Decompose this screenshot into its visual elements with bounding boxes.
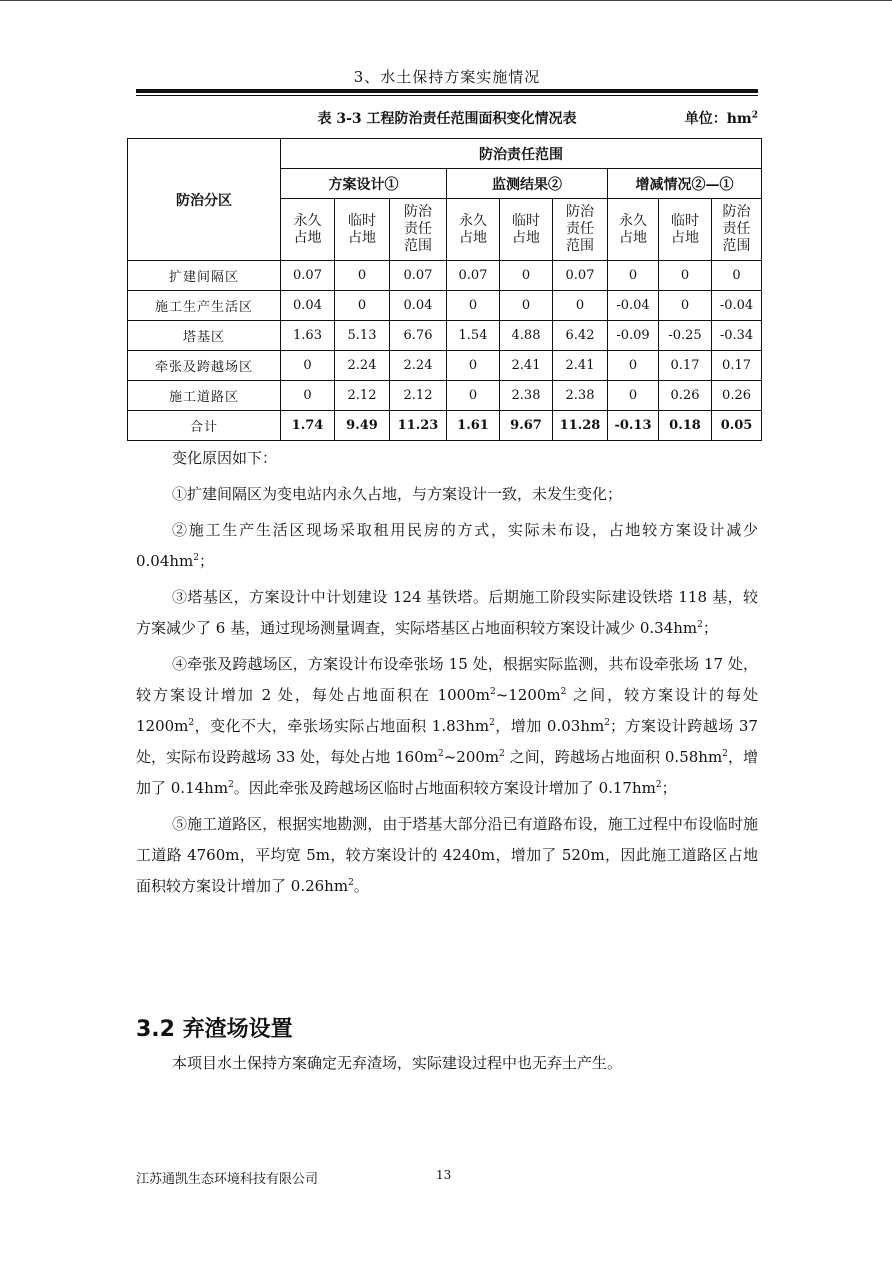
value-cell: 1.61: [447, 411, 500, 441]
section-paragraph: 本项目水土保持方案确定无弃渣场，实际建设过程中也无弃土产生。: [172, 1054, 623, 1072]
value-cell: 2.38: [553, 381, 608, 411]
region-cell: 塔基区: [128, 321, 281, 351]
value-cell: 0: [447, 381, 500, 411]
value-cell: 0: [447, 351, 500, 381]
value-cell: 2.12: [390, 381, 447, 411]
value-cell: 0: [281, 351, 335, 381]
sub-col-header: [712, 199, 762, 261]
sub-col-header-line: 责任: [722, 221, 751, 237]
table-row: [128, 291, 762, 321]
sub-col-header: [553, 199, 608, 261]
value-cell: 0: [553, 291, 608, 321]
reason-paragraph-5: ⑤施工道路区，根据实地勘测，由于塔基大部分沿已有道路布设，施工过程中布设临时施工道路 4760m，平均宽 5m，较方案设计的 4240m，增加了 520m，因此施工道路区占地面积较方案设计增加了 $0.26hm^2$。: [136, 815, 758, 895]
value-cell: 2.38: [500, 381, 553, 411]
reason-paragraph-3: ③塔基区，方案设计中计划建设 124 基铁塔。后期施工阶段实际建设铁塔 118 基，较方案减少了 6 基，通过现场测量调查，实际塔基区占地面积较方案设计减少 $0.34hm^2$；: [136, 588, 758, 637]
value-cell: 2.41: [553, 351, 608, 381]
value-cell: 1.74: [281, 411, 335, 441]
value-cell: 5.13: [335, 321, 390, 351]
sub-col-header: [500, 199, 553, 261]
reason-paragraph-1: ①扩建间隔区为变电站内永久占地，与方案设计一致，未发生变化；: [172, 485, 623, 503]
value-cell: 9.49: [335, 411, 390, 441]
table-row: [128, 321, 762, 351]
value-cell: 6.76: [390, 321, 447, 351]
value-cell: 0.18: [659, 411, 712, 441]
col-header-region: 防治分区: [128, 139, 281, 261]
region-cell: 扩建间隔区: [128, 261, 281, 291]
sub-col-header-line: 占地: [293, 229, 322, 246]
sub-col-header-line: 占地: [619, 229, 647, 246]
table-row: [128, 351, 762, 381]
value-cell: 0: [659, 261, 712, 291]
sub-col-header: [335, 199, 390, 261]
value-cell: 11.23: [390, 411, 447, 441]
value-cell: 9.67: [500, 411, 553, 441]
sub-col-header-line: 占地: [348, 229, 376, 246]
value-cell: 0.07: [553, 261, 608, 291]
value-cell: -0.04: [712, 291, 762, 321]
sub-col-header-line: 范围: [722, 238, 751, 254]
value-cell: 0.07: [390, 261, 447, 291]
value-cell: 2.12: [335, 381, 390, 411]
value-cell: 1.63: [281, 321, 335, 351]
header-rule-thick: [136, 89, 758, 93]
table-caption-title: 表 3-3 工程防治责任范围面积变化情况表: [317, 111, 577, 127]
value-cell: 0.26: [659, 381, 712, 411]
value-cell: 0.26: [712, 381, 762, 411]
page-number: 13: [436, 1168, 452, 1182]
table-caption: [136, 108, 758, 130]
sub-col-header: [659, 199, 712, 261]
value-cell: 2.41: [500, 351, 553, 381]
intro-paragraph: 变化原因如下：: [172, 449, 278, 467]
footer-company: 江苏通凯生态环境科技有限公司: [136, 1172, 319, 1187]
table-unit: 单位：$hm^2$: [684, 110, 758, 127]
value-cell: 0: [447, 291, 500, 321]
sub-col-header: [390, 199, 447, 261]
sub-col-header-line: 永久: [293, 212, 322, 229]
value-cell: 0: [500, 261, 553, 291]
value-cell: 0.17: [659, 351, 712, 381]
value-cell: 0: [608, 381, 659, 411]
value-cell: 0: [500, 291, 553, 321]
value-cell: 1.54: [447, 321, 500, 351]
sub-col-header-line: 范围: [566, 238, 594, 254]
sub-col-header-line: 临时: [671, 212, 699, 229]
subgroup-plan: 方案设计①: [281, 169, 447, 199]
sub-col-header-line: 临时: [348, 212, 376, 229]
sub-col-header-line: 占地: [512, 229, 540, 246]
value-cell: 0: [335, 291, 390, 321]
region-cell: 牵张及跨越场区: [128, 351, 281, 381]
body-text: [136, 443, 758, 902]
value-cell: 2.24: [335, 351, 390, 381]
running-header: 3、水土保持方案实施情况: [353, 68, 541, 86]
region-cell: 施工道路区: [128, 381, 281, 411]
value-cell: -0.13: [608, 411, 659, 441]
sub-col-header-line: 永久: [619, 212, 647, 229]
value-cell: 0.04: [281, 291, 335, 321]
value-cell: 0.07: [281, 261, 335, 291]
value-cell: -0.04: [608, 291, 659, 321]
value-cell: -0.09: [608, 321, 659, 351]
region-cell: 合计: [128, 411, 281, 441]
header-rule-thin: [136, 95, 758, 96]
sub-col-header-line: 责任: [404, 221, 432, 237]
page-top-border: [0, 0, 892, 1]
sub-col-header-line: 范围: [404, 238, 432, 254]
sub-col-header-line: 防治: [722, 204, 751, 220]
area-change-table: [127, 138, 762, 441]
sub-col-header: [281, 199, 335, 261]
value-cell: 0: [659, 291, 712, 321]
sub-col-header-line: 防治: [404, 204, 432, 220]
sub-col-header-line: 占地: [671, 229, 699, 246]
reason-paragraph-4: ④牵张及跨越场区，方案设计布设牵张场 15 处，根据实际监测，共布设牵张场 17 处，较方案设计增加 2 处，每处占地面积在 $1000m^2\sim 1200m^2$ 之间，较方案设计的每处 $1200m^2$，变化不大，牵张场实际占地面积 $1.83hm^2$，增加 $0.03hm^2$；方案设计跨越场 37 处，实际布设跨越场 33 处，每处占地 $160m^2\sim 200m^2$ 之间，跨越场占地面积 $0.58hm^2$，增加了 $0.14hm^2$。因此牵张及跨越场区临时占地面积较方案设计增加了 $0.17hm^2$；: [136, 655, 758, 797]
sub-col-header-line: 永久: [459, 212, 487, 229]
sub-col-header: [608, 199, 659, 261]
value-cell: 4.88: [500, 321, 553, 351]
value-cell: 6.42: [553, 321, 608, 351]
sub-col-header-line: 责任: [566, 221, 594, 237]
value-cell: 0.07: [447, 261, 500, 291]
value-cell: 0.05: [712, 411, 762, 441]
subgroup-change: 增减情况②—①: [608, 169, 762, 199]
value-cell: 0: [335, 261, 390, 291]
value-cell: 0.17: [712, 351, 762, 381]
value-cell: 0: [608, 351, 659, 381]
sub-col-header-line: 防治: [566, 204, 594, 220]
region-cell: 施工生产生活区: [128, 291, 281, 321]
value-cell: 0.04: [390, 291, 447, 321]
value-cell: 11.28: [553, 411, 608, 441]
value-cell: 0: [712, 261, 762, 291]
value-cell: 2.24: [390, 351, 447, 381]
value-cell: -0.34: [712, 321, 762, 351]
table-row: [128, 261, 762, 291]
col-header-group: 防治责任范围: [281, 139, 762, 169]
reason-paragraph-2: ②施工生产生活区现场采取租用民房的方式，实际未布设，占地较方案设计减少 $0.04hm^2$；: [136, 521, 758, 570]
value-cell: 0: [608, 261, 659, 291]
value-cell: -0.25: [659, 321, 712, 351]
total-row: [128, 411, 762, 441]
table-row: [128, 381, 762, 411]
sub-col-header: [447, 199, 500, 261]
sub-col-header-line: 占地: [459, 229, 487, 246]
value-cell: 0: [281, 381, 335, 411]
sub-col-header-line: 临时: [512, 212, 540, 229]
section-heading: 3.2 弃渣场设置: [136, 1017, 293, 1042]
subgroup-monitoring: 监测结果②: [447, 169, 608, 199]
